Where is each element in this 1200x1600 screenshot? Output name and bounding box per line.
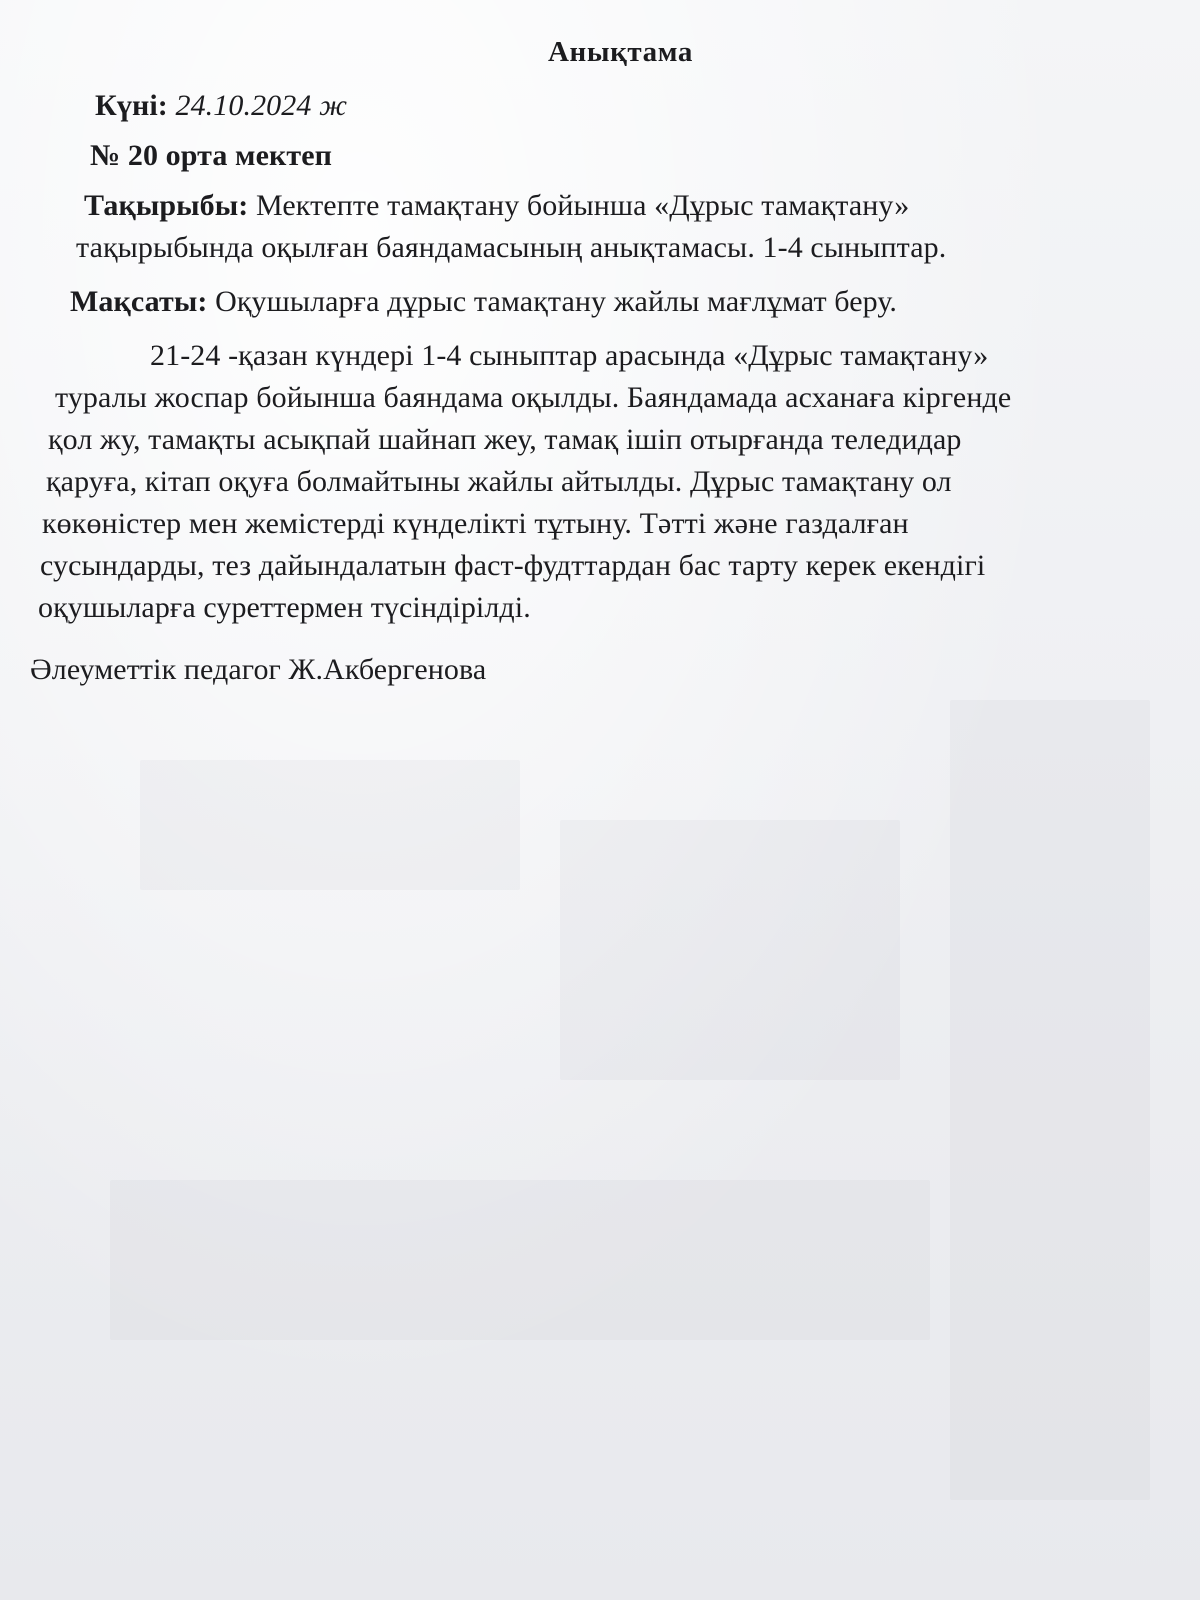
school-name: № 20 орта мектеп <box>90 139 333 172</box>
date-value: 24.10.2024 ж <box>175 89 348 122</box>
goal-text: Оқушыларға дұрыс тамақтану жайлы мағлұмат беру. <box>215 285 898 318</box>
body-line: қол жу, тамақты асықпай шайнап жеу, тамақ ішіп отырғанда теледидар <box>48 423 962 456</box>
body-line: көкөністер мен жемістерді күнделікті тұтыну. Тәтті және газдалған <box>42 507 909 540</box>
topic-line-1 <box>84 188 909 224</box>
topic-text-1: Мектепте тамақтану бойынша «Дұрыс тамақтану» <box>256 189 910 222</box>
body-line: туралы жоспар бойынша баяндама оқылды. Баяндамада асханаға кіргенде <box>55 381 1012 414</box>
show-through-shadow <box>110 1180 930 1340</box>
body-line: 21-24 -қазан күндері 1-4 сыныптар арасында «Дұрыс тамақтану» <box>150 339 989 372</box>
topic-label: Тақырыбы: <box>84 189 249 222</box>
date-label: Күні: <box>95 89 168 122</box>
document-title: Анықтама <box>548 36 693 68</box>
show-through-shadow <box>950 700 1150 1500</box>
goal-line <box>70 284 897 320</box>
body-line: қаруға, кітап оқуға болмайтыны жайлы айтылды. Дұрыс тамақтану ол <box>46 465 952 498</box>
goal-label: Мақсаты: <box>70 285 208 318</box>
date-line <box>95 88 347 124</box>
body-line: сусындарды, тез дайындалатын фаст-фудттардан бас тарту керек екендігі <box>40 549 986 582</box>
topic-line-2: тақырыбында оқылған баяндамасының анықтамасы. 1-4 сыныптар. <box>76 231 947 264</box>
show-through-shadow <box>560 820 900 1080</box>
signature-line: Әлеуметтік педагог Ж.Акбергенова <box>30 653 487 686</box>
show-through-shadow <box>140 760 520 890</box>
body-line: оқушыларға суреттермен түсіндірілді. <box>38 591 531 624</box>
